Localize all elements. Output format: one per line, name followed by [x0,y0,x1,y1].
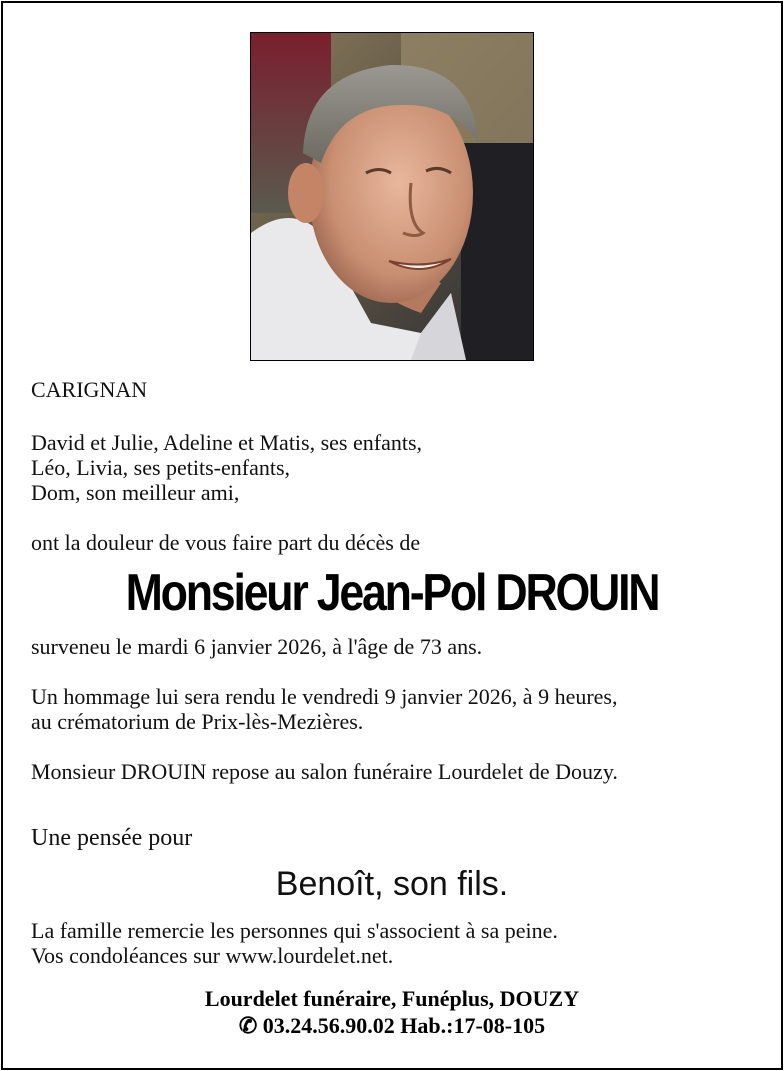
contact-line [0,1013,784,1039]
family-line-grandchildren: Léo, Livia, ses petits-enfants, [31,455,291,480]
phone-icon: ✆ [238,1013,258,1038]
tribute-line-2: au crématorium de Prix-lès-Mezières. [31,709,364,734]
death-info: surveneu le mardi 6 janvier 2026, à l'âge de 73 ans. [31,634,483,659]
town-name: CARIGNAN [31,377,148,402]
funeral-company: Lourdelet funéraire, Funéplus, DOUZY [204,986,580,1011]
rest-info: Monsieur DROUIN repose au salon funéraire Lourdelet de Douzy. [31,759,618,784]
thought-intro: Une pensée pour [31,825,193,851]
thanks-line-1: La famille remercie les personnes qui s'associent à sa peine. [31,918,558,943]
tribute-line-1: Un hommage lui sera rendu le vendredi 9 janvier 2026, à 9 heures, [31,684,618,709]
portrait-illustration [251,33,533,360]
family-line-friend: Dom, son meilleur ami, [31,480,240,505]
announcement-text: ont la douleur de vous faire part du décès de [31,530,421,555]
contact-details: 03.24.56.90.02 Hab.:17-08-105 [262,1013,546,1038]
family-line-children: David et Julie, Adeline et Matis, ses enfants, [31,430,423,455]
thought-person: Benoît, son fils. [275,865,509,903]
portrait-photo [250,32,534,361]
deceased-name: Monsieur Jean-Pol DROUIN [125,564,659,622]
thanks-line-2: Vos condoléances sur www.lourdelet.net. [31,943,394,968]
